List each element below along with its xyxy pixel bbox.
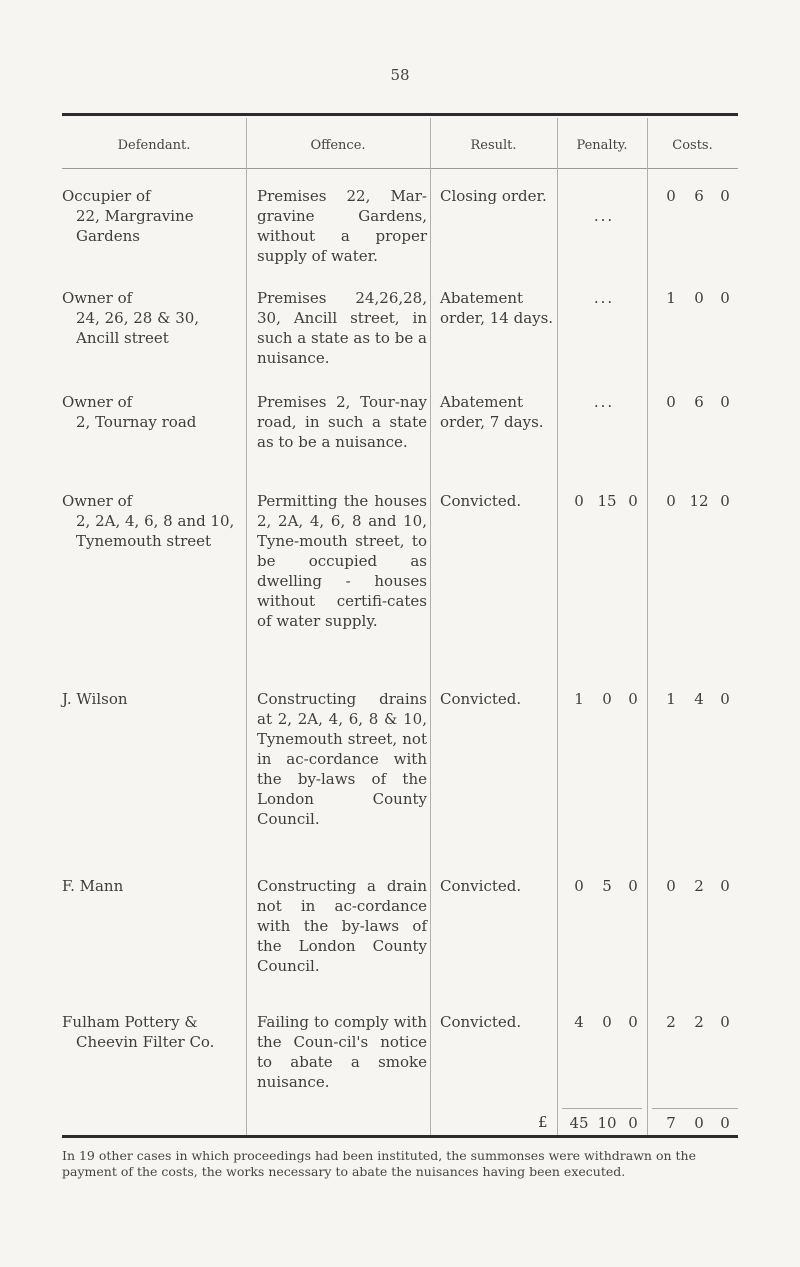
defendant-address: Cheevin Filter Co. bbox=[76, 1033, 215, 1051]
amount-part: 6 bbox=[694, 187, 704, 205]
amount-part: 10 bbox=[597, 1114, 617, 1132]
amount-part: 0 bbox=[628, 690, 638, 708]
penalty-cell bbox=[562, 288, 646, 308]
defendant-name: Owner of bbox=[62, 393, 133, 411]
penalty-total bbox=[562, 1113, 646, 1133]
amount-part: 6 bbox=[694, 393, 704, 411]
defendant-name: J. Wilson bbox=[62, 690, 128, 708]
header-defendant: Defendant. bbox=[117, 138, 191, 153]
amount-part: 12 bbox=[689, 492, 709, 510]
amount-part: 2 bbox=[694, 877, 704, 895]
amount-part: 0 bbox=[720, 877, 730, 895]
result-cell: Abatement order, 7 days. bbox=[440, 393, 544, 431]
column-divider bbox=[647, 118, 648, 1135]
header-costs: Costs. bbox=[672, 138, 713, 153]
column-divider bbox=[557, 118, 558, 1135]
penalty-ellipsis: ... bbox=[593, 393, 615, 411]
costs-cell bbox=[650, 689, 738, 709]
result-cell: Convicted. bbox=[440, 1013, 522, 1031]
result-cell: Closing order. bbox=[440, 187, 547, 205]
header-result: Result. bbox=[470, 138, 517, 153]
penalty-cell bbox=[562, 689, 646, 709]
amount-part: 7 bbox=[666, 1114, 676, 1132]
offence-cell: Premises 22, Mar-gravine Gardens, without a proper supply of water. bbox=[257, 187, 427, 265]
costs-total bbox=[650, 1113, 738, 1133]
defendant-name: Fulham Pottery & bbox=[62, 1013, 198, 1031]
amount-part: 0 bbox=[602, 690, 612, 708]
amount-part: 0 bbox=[720, 492, 730, 510]
amount-part: 0 bbox=[574, 492, 584, 510]
amount-part: 5 bbox=[602, 877, 612, 895]
penalty-cell bbox=[562, 392, 646, 412]
defendant-name: Owner of bbox=[62, 289, 133, 307]
amount-part: 0 bbox=[720, 1013, 730, 1031]
defendant-cell bbox=[62, 1012, 242, 1052]
costs-cell bbox=[650, 1012, 738, 1032]
defendant-name: F. Mann bbox=[62, 877, 124, 895]
defendant-cell bbox=[62, 288, 242, 348]
amount-part: 15 bbox=[597, 492, 617, 510]
offence-cell: Premises 2, Tour-nay road, in such a state as to be a nuisance. bbox=[257, 393, 427, 451]
amount-part: 0 bbox=[628, 492, 638, 510]
amount-part: 0 bbox=[694, 1114, 704, 1132]
amount-part: 0 bbox=[666, 492, 676, 510]
amount-part: 0 bbox=[720, 393, 730, 411]
amount-part: 45 bbox=[569, 1114, 589, 1132]
amount-part: 0 bbox=[720, 1114, 730, 1132]
penalty-ellipsis: ... bbox=[593, 289, 615, 307]
costs-total-rule bbox=[652, 1108, 738, 1109]
offence-cell: Premises 24,26,28, 30, Ancill street, in such a state as to be a nuisance. bbox=[257, 289, 427, 367]
defendant-cell bbox=[62, 186, 242, 246]
amount-part: 0 bbox=[720, 690, 730, 708]
footnote: In 19 other cases in which proceedings had been instituted, the summonses were withdrawn on the payment of the costs, the works necessary to abate the nuisances having been executed. bbox=[62, 1148, 696, 1179]
amount-part: 0 bbox=[720, 289, 730, 307]
result-cell: Convicted. bbox=[440, 492, 522, 510]
amount-part: 1 bbox=[666, 690, 676, 708]
defendant-cell bbox=[62, 689, 242, 709]
amount-part: 0 bbox=[628, 877, 638, 895]
penalty-cell bbox=[562, 186, 646, 226]
defendant-cell bbox=[62, 392, 242, 432]
header-penalty: Penalty. bbox=[576, 138, 628, 153]
offence-cell: Constructing drains at 2, 2A, 4, 6, 8 & 10, Tynemouth street, not in ac-cordance with the by-laws of the London County Council. bbox=[257, 690, 427, 828]
currency-symbol: £ bbox=[538, 1113, 548, 1131]
offence-cell: Permitting the houses 2, 2A, 4, 6, 8 and 10, Tyne-mouth street, to be occupied as dwelling - houses without certifi-cates of water supply. bbox=[257, 492, 427, 630]
defendant-address: 22, Margravine Gardens bbox=[76, 207, 194, 245]
amount-part: 0 bbox=[694, 289, 704, 307]
header-offence: Offence. bbox=[310, 138, 366, 153]
amount-part: 0 bbox=[720, 187, 730, 205]
costs-cell bbox=[650, 186, 738, 206]
costs-cell bbox=[650, 392, 738, 412]
result-cell: Abatement order, 14 days. bbox=[440, 289, 554, 327]
amount-part: 0 bbox=[574, 877, 584, 895]
bottom-rule bbox=[62, 1135, 738, 1138]
defendant-cell bbox=[62, 491, 242, 551]
top-rule bbox=[62, 113, 738, 116]
amount-part: 0 bbox=[666, 187, 676, 205]
amount-part: 2 bbox=[666, 1013, 676, 1031]
result-cell: Convicted. bbox=[440, 690, 522, 708]
penalty-cell bbox=[562, 1012, 646, 1032]
amount-part: 1 bbox=[574, 690, 584, 708]
amount-part: 4 bbox=[574, 1013, 584, 1031]
amount-part: 0 bbox=[666, 877, 676, 895]
penalty-cell bbox=[562, 876, 646, 896]
amount-part: 0 bbox=[602, 1013, 612, 1031]
offence-cell: Failing to comply with the Coun-cil's notice to abate a smoke nuisance. bbox=[257, 1013, 427, 1091]
header-rule bbox=[62, 168, 738, 169]
defendant-address: 2, 2A, 4, 6, 8 and 10, Tynemouth street bbox=[76, 512, 235, 550]
amount-part: 1 bbox=[666, 289, 676, 307]
penalty-total-rule bbox=[562, 1108, 642, 1109]
defendant-address: 24, 26, 28 & 30, Ancill street bbox=[76, 309, 200, 347]
defendant-address: 2, Tournay road bbox=[76, 413, 197, 431]
defendant-cell bbox=[62, 876, 242, 896]
penalty-cell bbox=[562, 491, 646, 511]
amount-part: 0 bbox=[666, 393, 676, 411]
penalty-ellipsis: ... bbox=[593, 207, 615, 225]
column-divider bbox=[430, 118, 431, 1135]
offence-cell: Constructing a drain not in ac-cordance with the by-laws of the London County Council. bbox=[257, 877, 427, 975]
page-number: 58 bbox=[390, 66, 410, 84]
amount-part: 0 bbox=[628, 1013, 638, 1031]
amount-part: 0 bbox=[628, 1114, 638, 1132]
column-divider bbox=[246, 118, 247, 1135]
defendant-name: Owner of bbox=[62, 492, 133, 510]
defendant-name: Occupier of bbox=[62, 187, 151, 205]
result-cell: Convicted. bbox=[440, 877, 522, 895]
amount-part: 2 bbox=[694, 1013, 704, 1031]
costs-cell bbox=[650, 876, 738, 896]
costs-cell bbox=[650, 288, 738, 308]
amount-part: 4 bbox=[694, 690, 704, 708]
costs-cell bbox=[650, 491, 738, 511]
